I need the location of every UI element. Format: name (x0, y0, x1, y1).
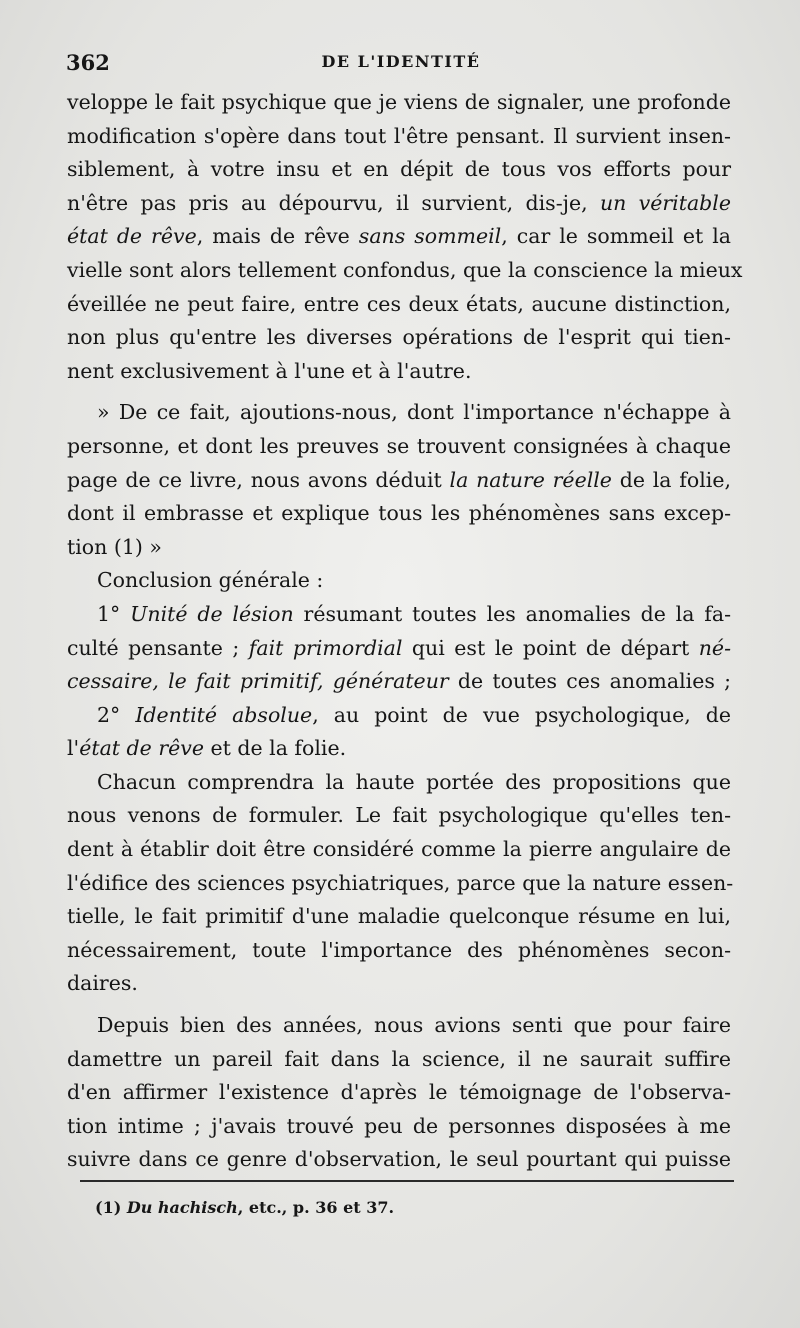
text-line: état de rêve, mais de rêve sans sommeil, car le sommeil et la (67, 224, 731, 249)
text-line: Depuis bien des années, nous avions senti que pour faire (97, 1013, 731, 1038)
text-line: 1° Unité de lésion résumant toutes les anomalies de la fa- (97, 601, 732, 626)
body-text (67, 86, 743, 1177)
text-line: siblement, à votre insu et en dépit de tous vos efforts pour (67, 157, 731, 182)
running-head: DE L'IDENTITÉ (321, 52, 481, 71)
text-line: d'en affirmer l'existence d'après le témoignage de l'observa- (67, 1080, 731, 1105)
text-line: culté pensante ; fait primordial qui est le point de départ né- (67, 635, 731, 660)
text-line: daires. (67, 971, 138, 996)
text-line: tion intime ; j'avais trouvé peu de personnes disposées à me (67, 1113, 731, 1138)
text-line: dont il embrasse et explique tous les phénomènes sans excep- (67, 501, 731, 526)
text-line: tion (1) » (67, 534, 162, 559)
section-heading: Conclusion générale : (97, 568, 324, 593)
text-line: l'édifice des sciences psychiatriques, parce que la nature essen- (67, 870, 734, 895)
text-line: éveillée ne peut faire, entre ces deux états, aucune distinction, (67, 291, 731, 316)
text-line: tielle, le fait primitif d'une maladie quelconque résume en lui, (67, 904, 731, 929)
text-line: n'être pas pris au dépourvu, il survient, dis-je, un véritable (67, 190, 731, 215)
text-line: suivre dans ce genre d'observation, le seul pourtant qui puisse (67, 1147, 731, 1172)
text-line: personne, et dont les preuves se trouvent consignées à chaque (67, 433, 731, 458)
page-number: 362 (66, 50, 110, 75)
text-line: veloppe le fait psychique que je viens de signaler, une profonde (67, 90, 731, 114)
text-line: modification s'opère dans tout l'être pensant. Il survient insen- (67, 123, 731, 148)
text-line: nous venons de formuler. Le fait psychologique qu'elles ten- (67, 803, 731, 828)
text-line: damettre un pareil fait dans la science, il ne saurait suffire (67, 1046, 731, 1071)
text-line: non plus qu'entre les diverses opérations de l'esprit qui tien- (67, 325, 731, 350)
text-line: cessaire, le fait primitif, générateur de toutes ces anomalies ; (67, 669, 731, 694)
text-line: page de ce livre, nous avons déduit la nature réelle de la folie, (67, 467, 731, 492)
text-line: l'état de rêve et de la folie. (67, 736, 347, 761)
text-line: Chacun comprendra la haute portée des propositions que (97, 769, 731, 794)
text-line: 2° Identité absolue, au point de vue psychologique, de (97, 702, 731, 727)
text-line: nent exclusivement à l'une et à l'autre. (67, 358, 472, 383)
text-line: nécessairement, toute l'importance des phénomènes secon- (67, 937, 731, 962)
text-line: vielle sont alors tellement confondus, que la conscience la mieux (67, 257, 743, 282)
footnote-rule (80, 1180, 734, 1182)
footnote: (1) Du hachisch, etc., p. 36 et 37. (95, 1198, 395, 1217)
text-line: » De ce fait, ajoutions-nous, dont l'importance n'échappe à (97, 400, 731, 425)
text-line: dent à établir doit être considéré comme la pierre angulaire de (67, 837, 731, 862)
page-header (66, 50, 736, 80)
